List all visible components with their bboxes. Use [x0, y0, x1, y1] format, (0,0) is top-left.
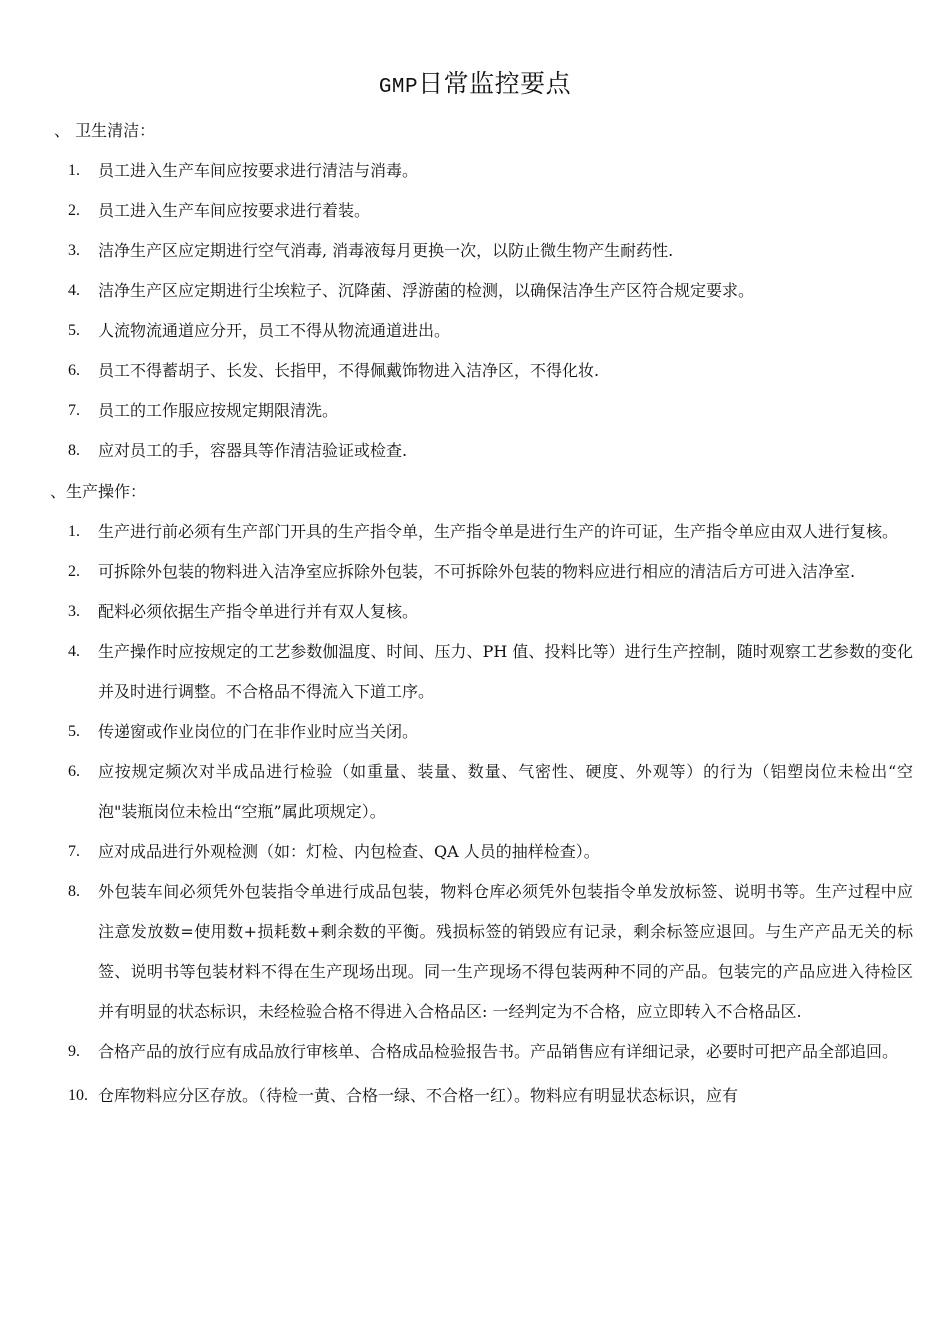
list-item-text: 外包装车间必须凭外包装指令单进行成品包装，物料仓库必须凭外包装指令单发放标签、说明书等。生产过程中应注意发放数=使用数+损耗数+剩余数的平衡。残损标签的销毁应有记录，剩余标签应退回。与生产产品无关的标签、说明书等包装材料不得在生产现场出现。同一生产现场不得包装两种不同的产品。包装完的产品应进入待检区并有明显的状态标识，未经检验合格不得进入合格品区: 一经判定为不合格，应立即转入不合格品区. [98, 882, 913, 1021]
list-item-text: 仓库物料应分区存放。（待检一黄、合格一绿、不合格一红）。物料应有明显状态标识，应有 [98, 1086, 739, 1105]
list-item-text: 可拆除外包装的物料进入洁净室应拆除外包装，不可拆除外包装的物料应进行相应的清洁后方可进入洁净室. [98, 562, 856, 581]
list-item [0, 752, 913, 832]
list-item [0, 351, 913, 391]
hygiene-list [0, 151, 950, 471]
list-item [0, 592, 913, 632]
list-item-number: 3. [68, 242, 80, 259]
section-heading-production: 、生产操作： [50, 482, 147, 501]
production-list [0, 512, 950, 1116]
list-item-number: 8. [68, 442, 80, 459]
list-item [0, 151, 913, 191]
list-item-text: 生产进行前必须有生产部门开具的生产指令单，生产指令单是进行生产的许可证，生产指令单应由双人进行复核。 [98, 522, 899, 541]
list-item-text: 应对成品进行外观检测（如：灯检、内包检查、QA 人员的抽样检查）。 [98, 842, 600, 861]
list-item-text: 传递窗或作业岗位的门在非作业时应当关闭。 [98, 722, 419, 741]
list-item [0, 632, 913, 712]
list-item-text: 员工的工作服应按规定期限清洗。 [98, 401, 339, 420]
list-item-number: 6. [68, 362, 80, 379]
list-item-text: 生产操作时应按规定的工艺参数伽温度、时间、压力、PH 值、投料比等）进行生产控制，随时观察工艺参数的变化并及时进行调整。不合格品不得流入下道工序。 [98, 642, 913, 701]
list-item-text: 洁净生产区应定期进行空气消毒, 消毒液每月更换一次，以防止微生物产生耐药性. [98, 241, 674, 260]
list-item-number: 2. [68, 202, 80, 219]
list-item-text: 员工进入生产车间应按要求进行着装。 [98, 201, 371, 220]
title-latin-part: GMP [378, 76, 419, 99]
list-item [0, 311, 913, 351]
list-item-number: 10. [68, 1087, 88, 1104]
list-item-number: 7. [68, 402, 80, 419]
list-item-text: 洁净生产区应定期进行尘埃粒子、沉降菌、浮游菌的检测，以确保洁净生产区符合规定要求。 [98, 281, 755, 300]
list-item-text: 配料必须依据生产指令单进行并有双人复核。 [98, 602, 419, 621]
list-item [0, 431, 913, 471]
list-item-number: 5. [68, 723, 80, 740]
list-item-text: 应对员工的手，容器具等作清洁验证或检查. [98, 441, 408, 460]
list-item [0, 231, 913, 271]
list-item-number: 4. [68, 643, 80, 660]
list-item-number: 2. [68, 563, 80, 580]
list-item-number: 5. [68, 322, 80, 339]
list-item [0, 391, 913, 431]
list-item [0, 1076, 913, 1116]
list-item-text: 合格产品的放行应有成品放行审核单、合格成品检验报告书。产品销售应有详细记录，必要时可把产品全部追回。 [98, 1042, 899, 1061]
list-item [0, 872, 913, 1032]
list-item [0, 1032, 913, 1072]
list-item-number: 7. [68, 843, 80, 860]
list-item [0, 552, 913, 592]
list-item-number: 9. [68, 1043, 80, 1060]
list-item-number: 1. [68, 162, 80, 179]
list-item-text: 人流物流通道应分开，员工不得从物流通道进出。 [98, 321, 451, 340]
page-title [0, 66, 950, 106]
list-item [0, 832, 913, 872]
title-cjk-part: 日常监控要点 [418, 69, 572, 98]
list-item-number: 8. [68, 883, 80, 900]
list-item [0, 191, 913, 231]
list-item-number: 4. [68, 282, 80, 299]
list-item-text: 员工进入生产车间应按要求进行清洁与消毒。 [98, 161, 419, 180]
section-heading-hygiene: 、 卫生清洁： [54, 121, 156, 140]
list-item-number: 3. [68, 603, 80, 620]
list-item [0, 271, 913, 311]
list-item [0, 512, 913, 552]
list-item-number: 6. [68, 763, 80, 780]
list-item-text: 应按规定频次对半成品进行检验（如重量、装量、数量、气密性、硬度、外观等）的行为（铝塑岗位未检出“空泡"装瓶岗位未检出“空瓶”属此项规定）。 [98, 762, 913, 821]
list-item-number: 1. [68, 523, 80, 540]
list-item-text: 员工不得蓄胡子、长发、长指甲，不得佩戴饰物进入洁净区，不得化妆. [98, 361, 600, 380]
list-item [0, 712, 913, 752]
